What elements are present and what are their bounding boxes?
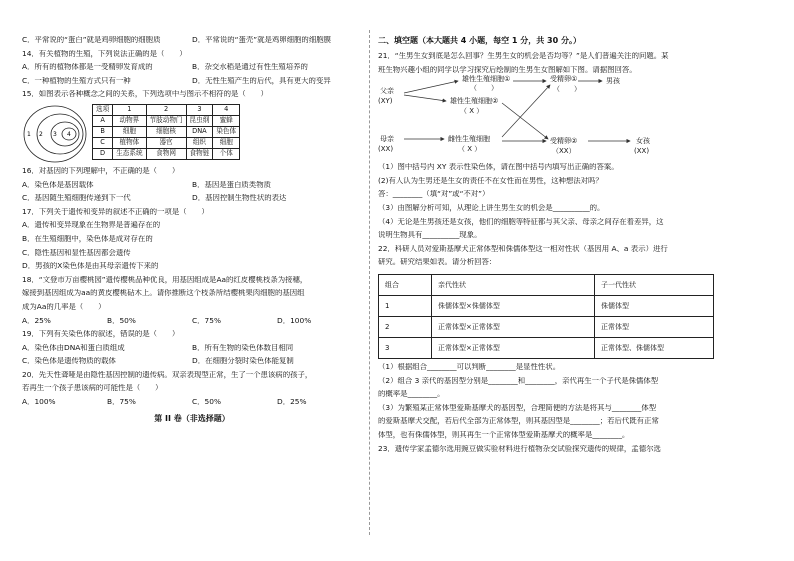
- q17-option-d: D．男孩的X染色体是由其母亲遗传下来的: [22, 262, 159, 271]
- table-cell: 食物链: [186, 148, 213, 159]
- table-row: [379, 316, 714, 337]
- table-cell: C: [93, 137, 113, 148]
- table-row: [379, 295, 714, 316]
- male-germ-cell-1-genotype: （ ）: [470, 84, 498, 93]
- table-header-cell: 亲代性状: [432, 274, 595, 295]
- q21-sub1: （1）图中括号内 XY 表示性染色体，请在图中括号内填写出正确的答案。: [378, 163, 619, 172]
- ring-label-2: 2: [39, 130, 43, 138]
- q16-option-b: B．基因是蛋白质类物质: [192, 180, 271, 189]
- table-cell: 2: [379, 316, 432, 337]
- table-header-cell: 选项: [93, 104, 113, 115]
- q17-option-a: A．遗传和变异现象在生物界是普遍存在的: [22, 221, 161, 230]
- q18-option-c: C．75%: [192, 316, 221, 325]
- q21-sub4-line2: 说明生物具有__________现象。: [378, 231, 482, 240]
- table-header-cell: 2: [146, 104, 186, 115]
- table-cell: 正常体型×正常体型: [432, 337, 595, 358]
- q22-sub1: （1）根据组合________可以判断________是显性性状。: [378, 362, 561, 371]
- q19-option-a: A．染色体由DNA和蛋白质组成: [22, 343, 125, 352]
- q18-stem-line1: 18．“文登市万亩樱桃园”遗传樱桃品种优良，用基因组成是Aa的红皮樱桃枝条为接穗，: [22, 275, 308, 284]
- left-column: [22, 36, 362, 423]
- q14-option-a: A．所有的植物体都是一受精卵发育成的: [22, 63, 153, 72]
- q17-option-b: B．在生殖细胞中，染色体是成对存在的: [22, 234, 153, 243]
- q21-sub2-answer: 答：________（填“对”或“不对”）: [378, 190, 490, 199]
- q14-option-b: B．杂交水稻是通过有性生殖培养的: [192, 63, 308, 72]
- q18-option-a: A．25%: [22, 316, 51, 325]
- sex-determination-diagram: [378, 75, 722, 163]
- q21-stem-line2: 班生物兴趣小组的同学以学习探究后绘制的生男生女图解如下图。请据图回答。: [378, 65, 637, 74]
- q22-sub2-line2: 的概率是________。: [378, 390, 445, 399]
- ring-label-3: 3: [53, 130, 57, 138]
- table-cell: 1: [379, 295, 432, 316]
- q17-stem: 17．下列关于遗传和变异的叙述不正确的一项是（ ）: [22, 207, 209, 216]
- q16-option-c: C．基因随生殖细胞传递到下一代: [22, 194, 131, 203]
- q21-stem-line1: 21．“生男生女到底是怎么回事？生男生女的机会是否均等？”是人们普遍关注的问题。某: [378, 52, 669, 60]
- q22-sub3-line2: 的爱斯基摩犬交配，若后代全部为正常体型，则其基因型是________；若后代既有正常: [378, 417, 659, 426]
- table-cell: 食物网: [146, 148, 186, 159]
- table-cell: 器官: [146, 137, 186, 148]
- table-cell: 正常体型: [595, 316, 714, 337]
- q19-option-d: D．在细胞分裂时染色体能复制: [192, 357, 294, 366]
- q22-stem-line1: 22．科研人员对爱斯基摩犬正常体型和侏儒体型这一相对性状（基因用 A、a 表示）进行: [378, 244, 668, 253]
- zygote-2-genotype: （XX）: [552, 147, 576, 156]
- q16-options-cd: [22, 194, 362, 208]
- table-cell: 侏儒体型×侏儒体型: [432, 295, 595, 316]
- table-header-row: [93, 104, 240, 115]
- table-header-row: [379, 274, 714, 295]
- table-cell: 正常体型、侏儒体型: [595, 337, 714, 358]
- q14-option-d: D．无性生殖产生的后代，具有更大的变异: [192, 76, 331, 85]
- table-cell: 侏儒体型: [595, 295, 714, 316]
- q22-sub3-line3: 体型，也有侏儒体型，则其再生一个正常体型爱斯基摩犬的概率是________。: [378, 430, 630, 439]
- zygote-1-label: 受精卵①: [550, 75, 578, 84]
- table-cell: 动物界: [113, 115, 146, 126]
- table-cell: D: [93, 148, 113, 159]
- q20-stem-line1: 20．先天性聋哑是由隐性基因控制的遗传病。双亲表现型正常，生了一个患该病的孩子，: [22, 370, 313, 379]
- male-germ-cell-2-genotype: （ X ）: [460, 107, 484, 116]
- table-cell: DNA: [186, 126, 213, 137]
- concept-circles-diagram: [22, 104, 88, 164]
- right-column: [378, 36, 722, 458]
- table-row: [93, 137, 240, 148]
- table-cell: A: [93, 115, 113, 126]
- female-germ-cell-genotype: （ X ）: [458, 145, 482, 154]
- q20-options: [22, 398, 362, 412]
- q19-stem: 19．下列有关染色体的叙述，错误的是（ ）: [22, 330, 180, 339]
- table-row: [93, 148, 240, 159]
- q18-stem-line2: 嫁接到基因组成为aa的黄皮樱桃砧木上。请你推断这个枝条所结樱桃果肉细胞的基因组: [22, 289, 305, 298]
- table-row: [379, 337, 714, 358]
- table-cell: 细胞: [213, 137, 240, 148]
- q20-stem-line2: 若再生一个孩子患该病的可能性是（ ）: [22, 384, 163, 393]
- q16-stem: 16．对基因的下列理解中，不正确的是（ ）: [22, 166, 180, 175]
- table-cell: 昆虫纲: [186, 115, 213, 126]
- q13-option-c: C．平常说的“蛋白”就是鸡卵细胞的细胞质: [22, 36, 161, 44]
- table-cell: 细胞: [113, 126, 146, 137]
- q18-options: [22, 317, 362, 331]
- table-header-cell: 组合: [379, 274, 432, 295]
- diagram-arrows: [378, 79, 722, 163]
- q16-option-a: A．染色体是基因载体: [22, 180, 94, 189]
- q16-option-d: D．基因控制生物性状的表达: [192, 194, 287, 203]
- table-row: [93, 115, 240, 126]
- q18-stem-line3: 成为Aa的几率是（ ）: [22, 302, 106, 311]
- q18-option-b: B．50%: [107, 316, 136, 325]
- table-cell: 3: [379, 337, 432, 358]
- q19-option-b: B．所有生物的染色体数目相同: [192, 343, 294, 352]
- q14-options-cd: [22, 77, 362, 91]
- q22-sub2-line1: （2）组合 3 亲代的基因型分别是________和________，亲代再生一个子代是侏儒体型: [378, 376, 659, 385]
- father-genotype: (XY): [378, 97, 393, 106]
- q19-options-cd: [22, 357, 362, 371]
- daughter-label: 女孩: [636, 137, 650, 146]
- q18-option-d: D．100%: [277, 316, 312, 325]
- fill-in-section-title: 二、填空题（本大题共 4 小题，每空 1 分，共 30 分。）: [378, 36, 581, 45]
- q21-sub3: （3）由图解分析可知，从理论上讲生男生女的机会是__________的。: [378, 203, 605, 212]
- q22-stem-line2: 研究。研究结果如表。请分析回答：: [378, 258, 497, 267]
- table-row: [93, 126, 240, 137]
- q17-option-c: C．隐性基因和显性基因都会遗传: [22, 248, 131, 257]
- male-germ-cell-2-label: 雄性生殖细胞②: [450, 97, 499, 106]
- table-cell: 节肢动物门: [146, 115, 186, 126]
- q20-option-b: B．75%: [107, 398, 136, 407]
- father-label: 父亲: [380, 87, 394, 96]
- q14-options-ab: [22, 63, 362, 77]
- q23-stem-line1: 23．遗传学家孟德尔选用豌豆做实验材料进行植物杂交试验探究遗传的规律，孟德尔选: [378, 444, 661, 453]
- son-label: 男孩: [606, 77, 620, 86]
- male-germ-cell-1-label: 雄性生殖细胞①: [462, 75, 511, 84]
- q15-figure: [22, 104, 362, 167]
- table-header-cell: 1: [113, 104, 146, 115]
- table-cell: 细胞核: [146, 126, 186, 137]
- q15-stem: 15．如图表示各种概念之间的关系，下列选项中与图示不相符的是（ ）: [22, 90, 268, 99]
- table-header-cell: 4: [213, 104, 240, 115]
- mother-genotype: (XX): [378, 145, 394, 154]
- q14-stem: 14．有关植物的生殖，下列说法正确的是（ ）: [22, 49, 187, 58]
- q20-option-d: D．25%: [277, 398, 307, 407]
- female-germ-cell-label: 雌性生殖细胞: [448, 135, 490, 144]
- q13-option-d: D．平常说的“蛋壳”就是鸡卵细胞的细胞膜: [192, 36, 331, 44]
- table-cell: 植物体: [113, 137, 146, 148]
- table-cell: 生态系统: [113, 148, 146, 159]
- mother-label: 母亲: [380, 135, 394, 144]
- column-divider: [369, 30, 370, 535]
- table-cell: 正常体型×正常体型: [432, 316, 595, 337]
- table-cell: B: [93, 126, 113, 137]
- q15-concept-table: [92, 104, 240, 160]
- q20-option-c: C．50%: [192, 398, 221, 407]
- q22-results-table: [378, 274, 714, 359]
- table-cell: 蜜蜂: [213, 115, 240, 126]
- zygote-1-genotype: （ ）: [553, 85, 581, 94]
- table-header-cell: 3: [186, 104, 213, 115]
- q13-options-cd: [22, 36, 362, 50]
- q21-sub4-line1: （4）无论是生男孩还是女孩，他们的细胞等特征都与其父亲、母亲之间存在着差异，这: [378, 217, 664, 226]
- q16-options-ab: [22, 181, 362, 195]
- ring-label-4: 4: [67, 130, 71, 138]
- table-cell: 染色体: [213, 126, 240, 137]
- q19-option-c: C．染色体是遗传物质的载体: [22, 357, 116, 366]
- q21-sub2-question: (2)有人认为生男还是生女的责任不在女性而在男性，这种想法对吗？: [378, 176, 603, 185]
- q14-option-c: C．一种植物的生殖方式只有一种: [22, 76, 131, 85]
- q22-sub3-line1: （3）为繁殖某正常体型爱斯基摩犬的基因型，合理简便的方法是将其与________体型: [378, 403, 657, 412]
- daughter-genotype: (XX): [634, 147, 650, 156]
- q20-option-a: A．100%: [22, 398, 56, 407]
- table-header-cell: 子一代性状: [595, 274, 714, 295]
- ring-label-1: 1: [27, 130, 31, 138]
- section-ii-title: 第 II 卷（非选择题）: [154, 413, 230, 423]
- table-cell: 个体: [213, 148, 240, 159]
- table-cell: 组织: [186, 137, 213, 148]
- zygote-2-label: 受精卵②: [550, 137, 578, 146]
- q19-options-ab: [22, 344, 362, 358]
